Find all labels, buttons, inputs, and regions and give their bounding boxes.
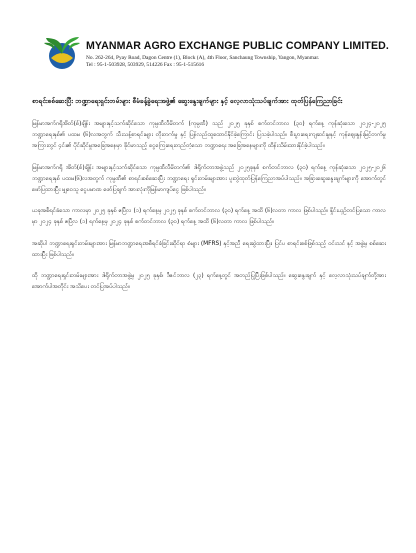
company-address [86,55,396,69]
address-line: No. 262-264, Pyay Road, Dagon Centre (1), Block (A), 4th Floor, Sanchaung Township, Yangon, Myanmar. [86,55,320,61]
paragraph: ထို ဘဏ္ဍာရေးရှင်းတမ်းများအား ဒါရိုက်တာအဖွဲ့မှ ၂၀၂၅ ခုနှစ်၊ ဒီဇင်ဘာလ (၂၃) ရက်နေ့တွင် အတည်ပြုပြီးဖြစ်ပါသည်။ ဆွေးနွေးချက် နှင့် လေ့လာသုံးသပ်ချက်တို့အား အောက်ပါအတိုင်း အသိပေး တင်ပြအပ်ပါသည်။ [32,273,386,291]
paragraph: မြန်မာအက်ဂရို အိတ်(စ်)ချိန်း အများနှင့်သက်ဆိုင်သော ကုမ္ပဏီလီမိတက်၏ ဒါရိုက်တာအဖွဲ့သည် ၂၀၂၅ခုနှစ် စက်တင်ဘာလ (၃၀) ရက်နေ့ ကုန်ဆုံးသော ၂၀၂၅-၂၀၂၆ ဘဏ္ဍာရေးနှစ် ပထမ(၆)လအတွက် ကုမ္ပဏီ၏ စာရင်းစစ်ဆေးပြီး ဘဏ္ဍာရေး ရှင်းတမ်းများအား ပူးတွဲထုတ်ပြန်ကြေညာအပ်ပါသည်။ အခြားဆွေးနွေးချက်များကို အောက်တွင် ဖော်ပြထားပြီး မျှဝေသူ ငွေပမာဏ ဖော်ပြချက် အားလုံးကိုမြန်မာကျပ်ငွေ ဖြစ်ပါသည်။ [32,164,386,194]
document-body [32,96,386,303]
letterhead [42,34,392,82]
paragraph: အဆိုပါ ဘဏ္ဍာရေးရှင်းတမ်းများအား မြန်မာဘဏ္ဍာရေးအစီရင်ခံခြင်းဆိုင်ရာ စံများ (MFRS) နှင့်အညီ ရေးဆွဲထားပြီး၊ ပြင်ပ စာရင်းစစ်ဖြစ်သည့် ဝင်းသင် နှင့် အဖွဲ့မှ စစ်ဆေးထားပြီး ဖြစ်ပါသည်။ [32,240,386,258]
leaf-globe-logo-icon [42,34,82,74]
document-title: စာရင်းစစ်ဆေးပြီး ဘဏ္ဍာရေးရှင်းတမ်းများ စီမံခန့်ခွဲရေးအဖွဲ့၏ ဆွေးနွေးချက်များ နှင့် လေ့လာသုံးသပ်ချက်အား ထုတ်ပြန်ကြေညာခြင်း [32,97,343,105]
paragraph: ယခုအစီရင်ခံသော ကာလမှာ ၂၀၂၅ ခုနှစ် ဧပြီလ (၁) ရက်နေ့မှ ၂၀၂၅ ခုနှစ် စက်တင်ဘာလ (၃၀) ရက်နေ့ အထိ (၆)လတာ ကာလ ဖြစ်ပါသည်။ နှိုင်းယှဉ်တင်ပြသော ကာလမှာ ၂၀၂၄ ခုနှစ် ဧပြီလ (၁) ရက်နေ့မှ ၂၀၂၄ ခုနှစ် စက်တင်ဘာလ (၃၀) ရက်နေ့ အထိ (၆)လတာ ကာလ ဖြစ်ပါသည်။ [32,208,386,226]
paragraph: မြန်မာအက်ဂရိုအိတ်(စ်)ချိန်း အများနှင့်သက်ဆိုင်သော ကုမ္ပဏီလီမိတက် (ကုမ္ပဏီ) သည် ၂၀၂၅ ခုနှစ် စက်တင်ဘာလ (၃၀) ရက်နေ့ ကုန်ဆုံးသော ၂၀၂၄-၂၀၂၅ ဘဏ္ဍာရေးနှစ်၏ ပထမ (၆)လအတွက် သီးသန့်စာရင်းများ တိုးတက်မှု နှင့် ပြန်လည်ထူထောင်နိုင်ခဲ့ကြောင်း ပြသခဲ့ပါသည်။ စီးပွားရေးကျဆင်းမှုနှင့် ကုန်ဈေးနှုန်းမြင့်တက်မှုအကြားတွင် ၄င်း၏ ပိုင်ဆိုင်မှုအခြေအနေမှာ ခိုင်မာသည့် ငွေကြေးရေးတည်တံ့သော ဘဏ္ဍာရေး အခြေအနေများကို ထိန်းသိမ်းထားနိုင်ခဲ့ပါသည်။ [32,121,386,150]
contact-line: Tel : 95-1-503928, 503929, 514226 Fax : 95-1-515616 [86,62,205,68]
company-name: MYANMAR AGRO EXCHANGE PUBLIC COMPANY LIMITED. [86,40,389,52]
